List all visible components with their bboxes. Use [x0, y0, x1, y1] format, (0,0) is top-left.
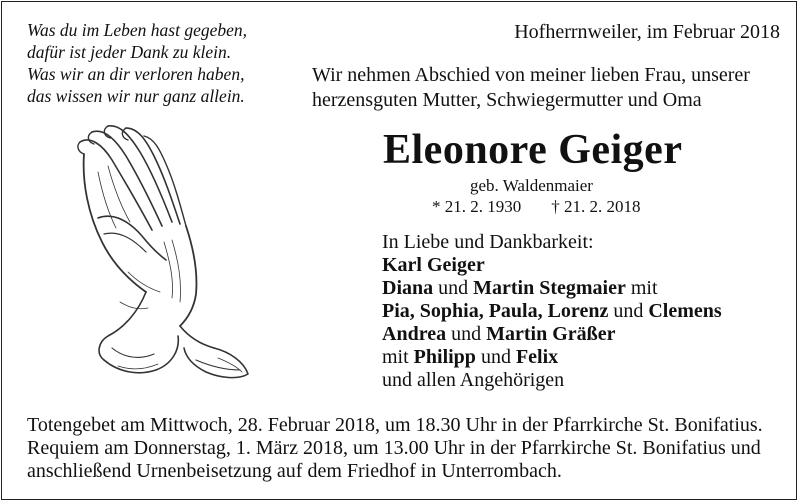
mourner-line — [382, 300, 722, 323]
place-date: Hofherrnweiler, im Februar 2018 — [514, 21, 780, 43]
farewell-intro — [312, 63, 750, 113]
mourner-name: Karl Geiger — [382, 254, 485, 276]
mourner-name: Clemens — [648, 300, 722, 322]
mourner-line — [382, 254, 722, 277]
connector: und — [446, 323, 487, 345]
connector: mit — [625, 277, 658, 299]
connector: und — [475, 346, 516, 368]
poem — [27, 19, 247, 107]
service-line: Totengebet am Mittwoch, 28. Februar 2018, um 18.30 Uhr in der Pfarrkirche St. Bonifatius. — [27, 414, 763, 436]
life-dates — [432, 197, 641, 217]
mourner-line: und allen Angehörigen — [382, 369, 565, 391]
mourners-list — [382, 231, 722, 392]
mourner-name: Philipp — [413, 346, 476, 368]
service-line: Requiem am Donnerstag, 1. März 2018, um 13.00 Uhr in der Pfarrkirche St. Bonifatius und — [27, 437, 761, 459]
mourner-line — [382, 323, 722, 346]
poem-line: Was du im Leben hast gegeben, — [27, 20, 248, 40]
mourner-name: Martin Gräßer — [486, 323, 616, 345]
mourner-name: Felix — [515, 346, 559, 368]
praying-hands-icon — [68, 122, 253, 384]
service-line: anschließend Urnenbeisetzung auf dem Friedhof in Unterrombach. — [27, 460, 562, 482]
mourner-name: Diana — [382, 277, 434, 299]
birth-name: geb. Waldenmaier — [470, 176, 593, 195]
connector: und — [433, 277, 474, 299]
mourner-line — [382, 277, 722, 300]
mourner-name: Pia, Sophia, Paula, Lorenz — [382, 300, 609, 322]
poem-line: Was wir an dir verloren haben, — [27, 64, 245, 84]
poem-line: dafür ist jeder Dank zu klein. — [27, 42, 232, 62]
mourners-opening: In Liebe und Dankbarkeit: — [382, 231, 594, 253]
birth-date: * 21. 2. 1930 — [432, 197, 522, 216]
mourner-name: Martin Stegmaier — [473, 277, 626, 299]
deceased-name: Eleonore Geiger — [383, 127, 683, 173]
mourner-name: Andrea — [382, 323, 447, 345]
intro-line: herzensguten Mutter, Schwiegermutter und Oma — [312, 89, 702, 111]
intro-line: Wir nehmen Abschied von meiner lieben Frau, unserer — [312, 64, 750, 86]
mourner-line — [382, 346, 722, 369]
connector: und — [608, 300, 649, 322]
poem-line: das wissen wir nur ganz allein. — [27, 86, 245, 106]
connector: mit — [382, 346, 414, 368]
death-date: † 21. 2. 2018 — [551, 197, 641, 216]
service-details — [27, 414, 763, 483]
